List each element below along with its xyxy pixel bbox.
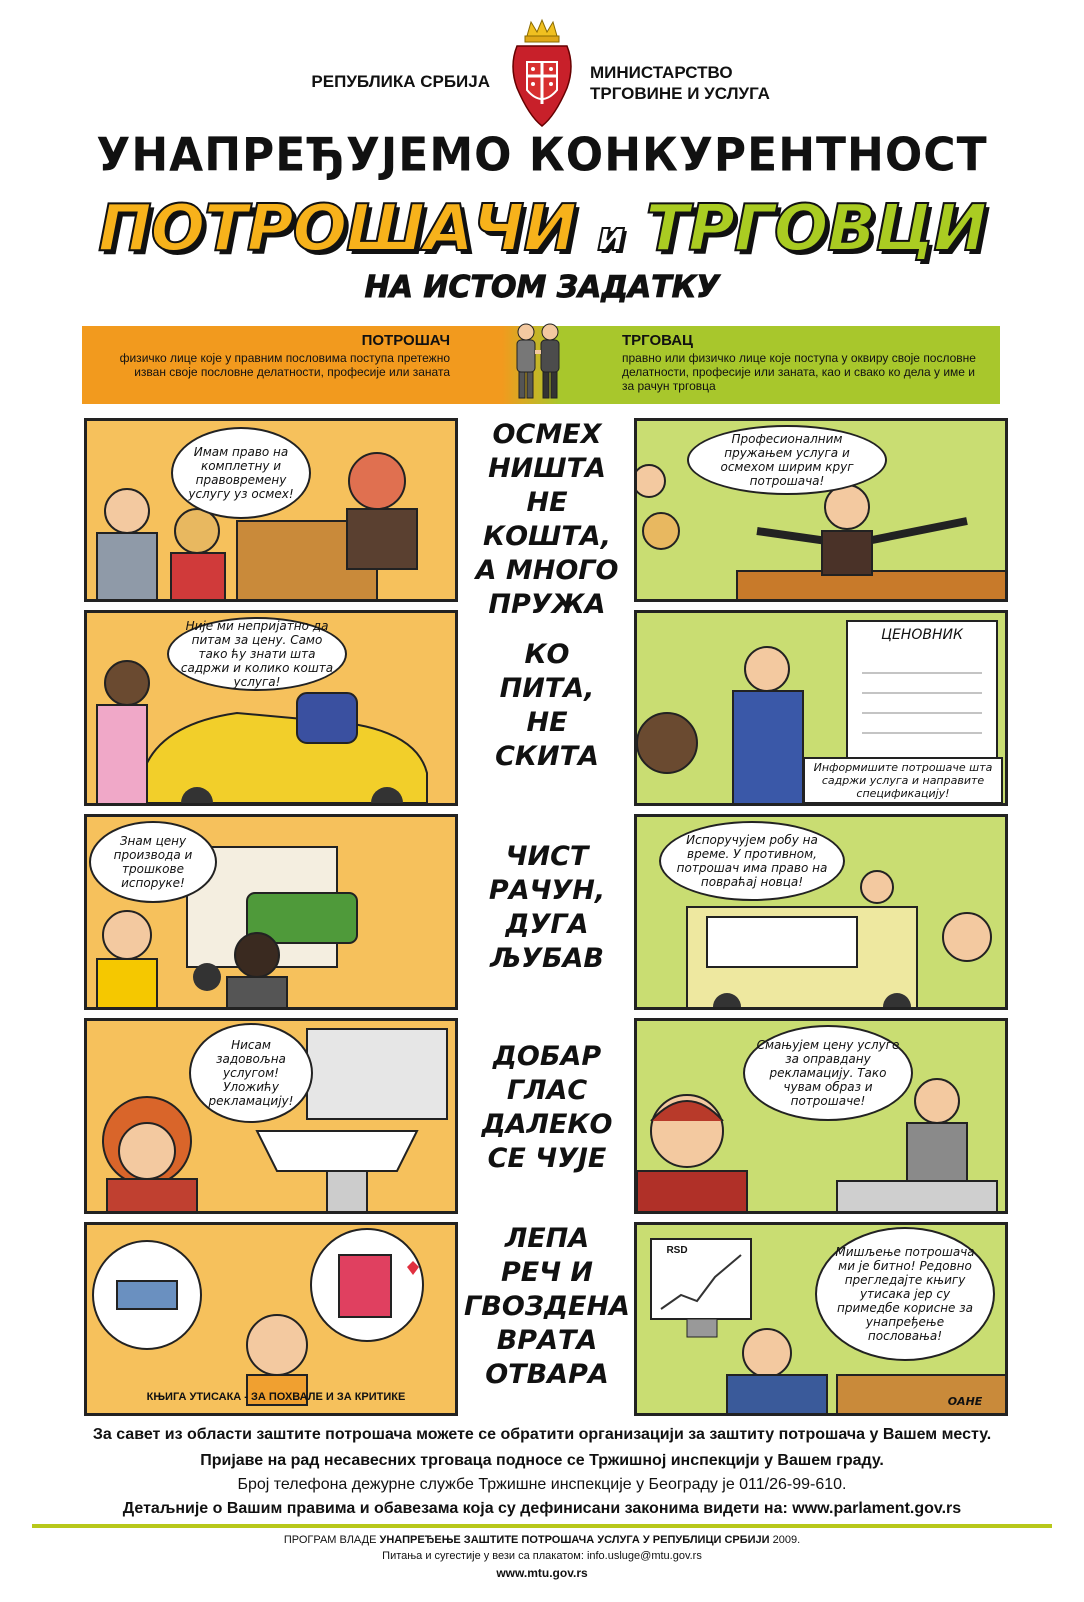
title-and: и [597,214,625,260]
proverb-2-line: СКИТА [495,741,599,772]
program-name: УНАПРЕЂЕЊЕ ЗАШТИТЕ ПОТРОШАЧА УСЛУГА У РЕПУБЛИЦИ СРБИЈИ [379,1534,770,1546]
title-line-2 [0,192,1084,266]
proverb-1-line: ОСМЕХ [492,419,602,450]
price-list-sign: ЦЕНОВНИК [855,627,989,644]
proverb-5-line: РЕЧ И [500,1257,594,1288]
proverb-5 [462,1222,632,1392]
screen-currency-label: RSD [666,1245,688,1256]
proverb-1 [462,418,632,622]
trader-speech-bubble-3: Испоручујем робу на време. У противном, потрошач има право на повраћај новца! [659,821,845,901]
trader-panel-2 [634,610,1008,806]
consumer-panel-5 [84,1222,458,1416]
trader-term: ТРГОВАЦ [622,332,694,349]
trader-definition [622,332,982,393]
title-traders: ТРГОВЦИ [645,192,986,266]
proverb-3 [462,840,632,976]
consumer-panel-2 [84,610,458,806]
ministry-label [590,62,850,104]
proverb-1-line: ПРУЖА [488,589,606,620]
ministry-line-2: ТРГОВИНЕ И УСЛУГА [590,84,770,103]
proverb-1-line: А МНОГО [475,555,619,586]
footer-advice: За савет из области заштите потрошача можете се обратити организацији за заштиту потрошача у Вашем месту. [92,1426,992,1443]
consumer-definition-text: физичко лице које у правним пословима поступа претежно изван своје пословне делатности, професије или заната [119,351,450,379]
trader-speech-bubble-1: Професионалним пружањем услуга и осмехом ширим круг потрошача! [687,425,887,495]
consumer-speech-bubble-4: Нисам задовољна услугом! Уложићу рекламацију! [189,1023,313,1123]
proverb-2-line: КО [524,639,570,670]
proverb-3-line: ДУГА [505,909,589,940]
proverb-2-line: НЕ [526,707,568,738]
trader-panel-4 [634,1018,1008,1214]
coat-of-arms-icon [507,18,577,133]
artist-signature: ОАНЕ [947,1395,983,1408]
trader-definition-text: правно или физичко лице које поступа у оквиру своје пословне делатности, професије или заната, као и свако ко дела у име и за рачун трговца [622,351,976,393]
proverb-4-line: ГЛАС [506,1075,588,1106]
trader-panel-5 [634,1222,1008,1416]
proverb-2 [462,638,632,774]
trader-caption-2: Информишите потрошаче шта садржи услуга и направите спецификацију! [803,757,1003,804]
consumer-speech-bubble-2: Није ми непријатно да питам за цену. Само тако ћу знати шта садржи и колико кошта услуга! [167,617,347,691]
consumer-term: ПОТРОШАЧ [361,332,450,349]
trader-speech-bubble-5: Мишљење потрошача ми је битно! Редовно прегледајте књигу утисака јер су примедбе корисне за унапређење пословања! [815,1227,995,1361]
proverb-2-line: ПИТА, [499,673,595,704]
title-line-3: НА ИСТОМ ЗАДАТКУ [364,270,720,305]
proverb-1-line: НИШТА [488,453,606,484]
trader-speech-bubble-4: Смањујем цену услуге за оправдану рекламацију. Тако чувам образ и потрошаче! [743,1025,913,1121]
proverb-5-line: ГВОЗДЕНА [464,1291,630,1322]
cartoon-guestbook-icon [87,1225,458,1416]
republic-label: РЕПУБЛИКА СРБИЈА [311,72,490,91]
handshake-figures-icon [508,318,568,402]
proverb-4-line: СЕ ЧУЈЕ [487,1143,607,1174]
consumer-speech-bubble-1: Имам право на комплетну и правовремену услугу уз осмех! [171,427,311,519]
ministry-line-1: МИНИСТАРСТВО [590,63,733,82]
proverb-5-line: ОТВАРА [485,1359,609,1390]
proverb-4 [462,1040,632,1176]
consumer-speech-bubble-3: Знам цену производа и трошкове испоруке! [89,821,217,903]
proverb-3-line: ЉУБАВ [489,943,605,974]
trader-panel-1 [634,418,1008,602]
title-consumers: ПОТРОШАЧИ [98,192,576,266]
consumer-panel-1 [84,418,458,602]
program-prefix: ПРОГРАМ ВЛАДЕ [283,1534,377,1546]
program-year: 2009. [772,1534,801,1546]
proverb-3-line: ЧИСТ [505,841,589,872]
consumer-definition [110,332,450,379]
program-line [20,1534,1064,1546]
proverb-4-line: ДАЛЕКО [481,1109,613,1140]
footer-divider [32,1524,1052,1528]
footer-reports: Пријаве на рад несавесних трговаца подносе се Тржишној инспекцији у Вашем граду. [200,1452,884,1469]
guestbook-caption: КЊИГА УТИСАКА - ЗА ПОХВАЛЕ И ЗА КРИТИКЕ [146,1391,406,1403]
consumer-panel-3 [84,814,458,1010]
contact-line: Питања и сугестије у вези са плакатом: info.usluge@mtu.gov.rs [382,1550,702,1562]
footer-more-info: Детаљније о Вашим правима и обавезама која су дефинисани законима видети на: www.parlament.gov.rs [122,1500,962,1517]
title-line-1: УНАПРЕЂУЈЕМО КОНКУРЕНТНОСТ [96,128,988,183]
proverb-1-line: НЕ КОШТА, [483,487,611,552]
proverb-3-line: РАЧУН, [488,875,606,906]
proverb-5-line: ВРАТА [496,1325,598,1356]
proverb-4-line: ДОБАР [492,1041,602,1072]
footer-phone: Број телефона дежурне службе Тржишне инспекције у Београду је 011/26-99-610. [237,1476,847,1493]
trader-panel-3 [634,814,1008,1010]
consumer-panel-4 [84,1018,458,1214]
proverb-5-line: ЛЕПА [504,1223,590,1254]
website-link[interactable]: www.mtu.gov.rs [496,1566,588,1580]
